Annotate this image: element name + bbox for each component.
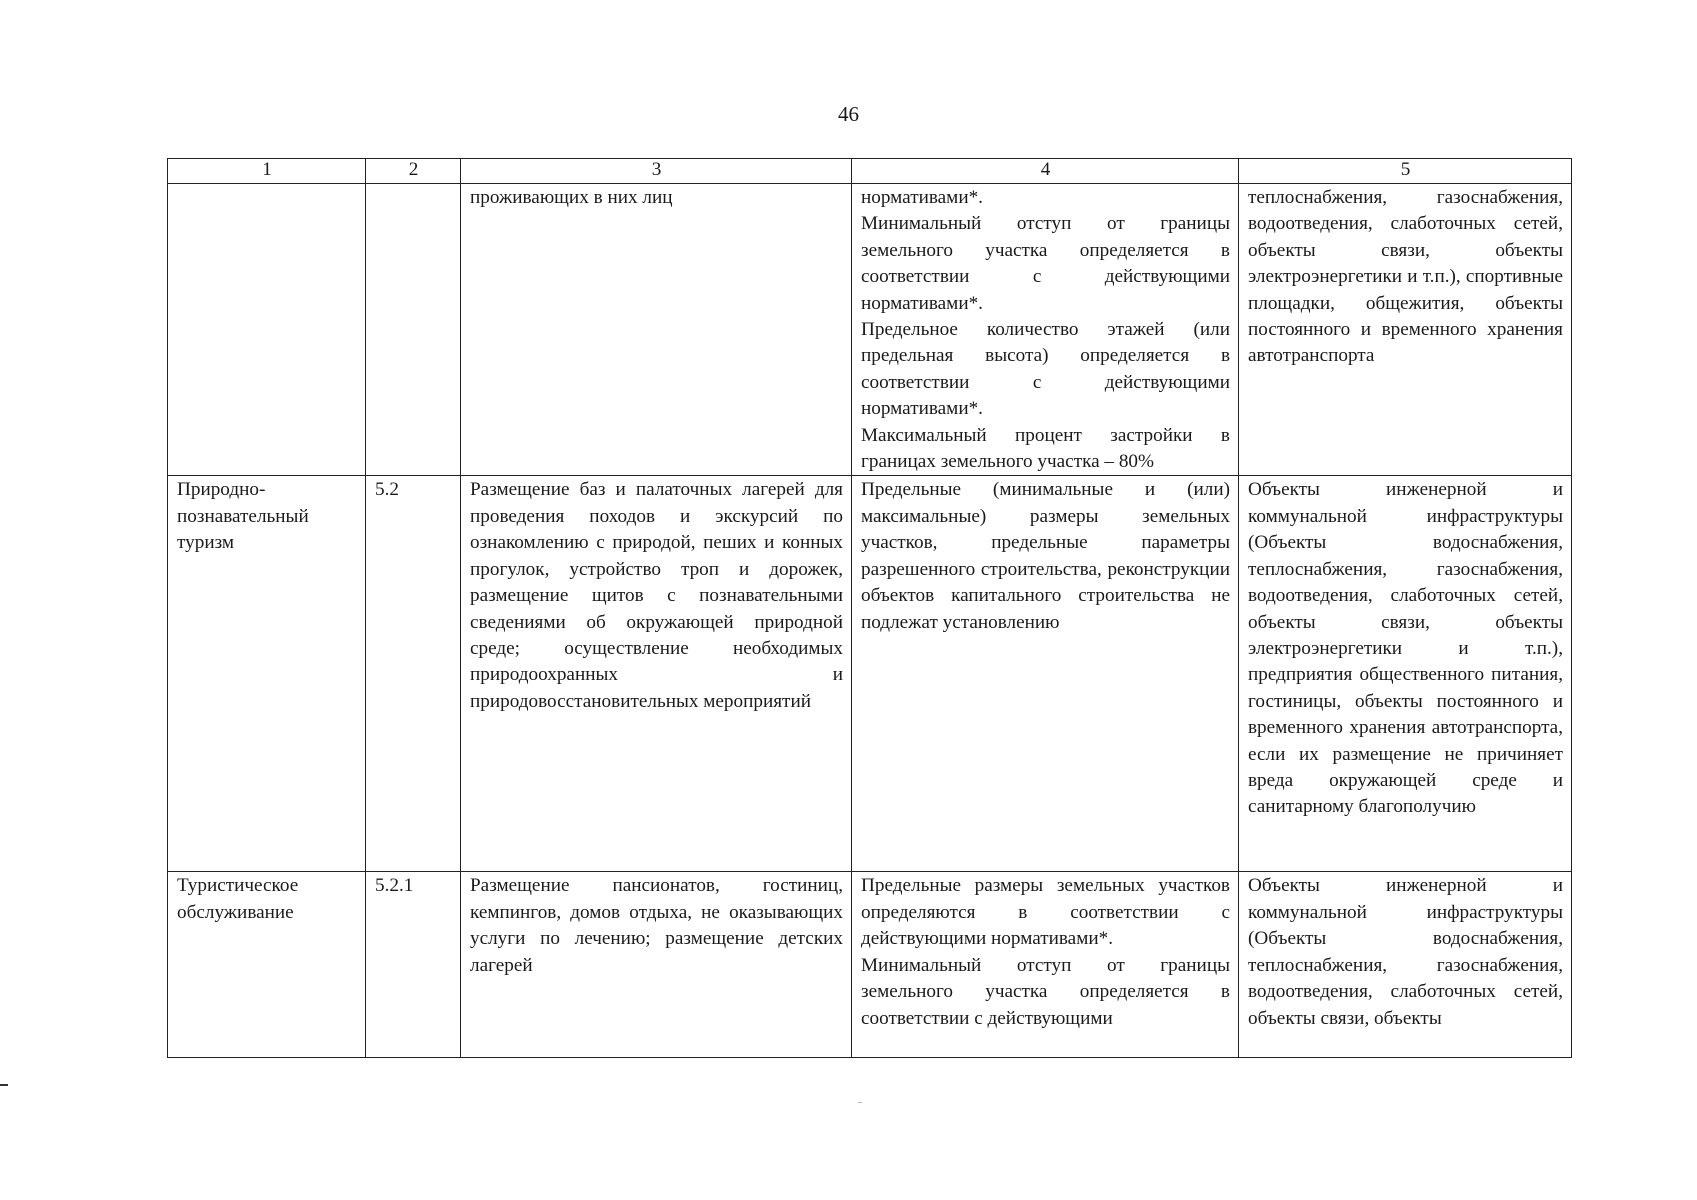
parameters-paragraph: нормативами*. [861,187,983,208]
parameters-paragraph: Минимальный отступ от границы земельного участка определяется в соответствии с действующими [861,954,1230,1029]
description-cell: Размещение пансионатов, гостиниц, кемпингов, домов отдыха, не оказывающих услуги по лечению; размещение детских лагерей [461,872,852,1058]
parameters-cell [852,476,1239,872]
table-row [168,476,1572,872]
header-col-4: 4 [852,159,1239,184]
header-col-2: 2 [366,159,461,184]
description-cell: проживающих в них лиц [461,184,852,476]
header-col-3: 3 [461,159,852,184]
code-cell: 5.2.1 [366,872,461,1058]
use-type-cell: Туристическое обслуживание [168,872,366,1058]
parameters-cell [852,872,1239,1058]
header-col-5: 5 [1239,159,1572,184]
use-type-cell: Природно-познавательный туризм [168,476,366,872]
parameters-paragraph: Предельное количество этажей (или предельная высота) определяется в соответствии с действующими нормативами*. [861,319,1230,420]
parameters-cell [852,184,1239,476]
margin-mark [0,1084,8,1086]
parameters-paragraph: Предельные размеры земельных участков определяются в соответствии с действующими нормативами*. [861,875,1230,950]
parameters-paragraph: Минимальный отступ от границы земельного участка определяется в соответствии с действующими нормативами*. [861,213,1230,314]
parameters-paragraph: Предельные (минимальные и (или) максимальные) размеры земельных участков, предельные параметры разрешенного строительства, реконструкции объектов капитального строительства не подлежат установлению [861,479,1230,633]
table-header-row [168,159,1572,184]
auxiliary-uses-cell: Объекты инженерной и коммунальной инфраструктуры (Объекты водоснабжения, теплоснабжения, газоснабжения, водоотведения, слаботочных сетей, объекты связи, объекты электроэнергетики и т.п.), предприятия общественного питания, гостиницы, объекты постоянного и временного хранения автотранспорта, если их размещение не причиняет вреда окружающей среде и санитарному благополучию [1239,476,1572,872]
use-type-cell [168,184,366,476]
scan-artifact [858,1102,862,1103]
page-number: 46 [838,102,859,126]
code-cell [366,184,461,476]
auxiliary-uses-cell: Объекты инженерной и коммунальной инфраструктуры (Объекты водоснабжения, теплоснабжения, газоснабжения, водоотведения, слаботочных сетей, объекты связи, объекты [1239,872,1572,1058]
parameters-paragraph: Максимальный процент застройки в границах земельного участка – 80% [861,424,1230,473]
code-cell: 5.2 [366,476,461,872]
table-row [168,872,1572,1058]
header-col-1: 1 [168,159,366,184]
table-row [168,184,1572,476]
auxiliary-uses-cell: теплоснабжения, газоснабжения, водоотведения, слаботочных сетей, объекты связи, объекты электроэнергетики и т.п.), спортивные площадки, общежития, объекты постоянного и временного хранения автотранспорта [1239,184,1572,476]
land-use-table [167,158,1572,1058]
description-cell: Размещение баз и палаточных лагерей для проведения походов и экскурсий по ознакомлению с природой, пеших и конных прогулок, устройство троп и дорожек, размещение щитов с познавательными сведениями об окружающей природной среде; осуществление необходимых природоохранных и природовосстановительных мероприятий [461,476,852,872]
